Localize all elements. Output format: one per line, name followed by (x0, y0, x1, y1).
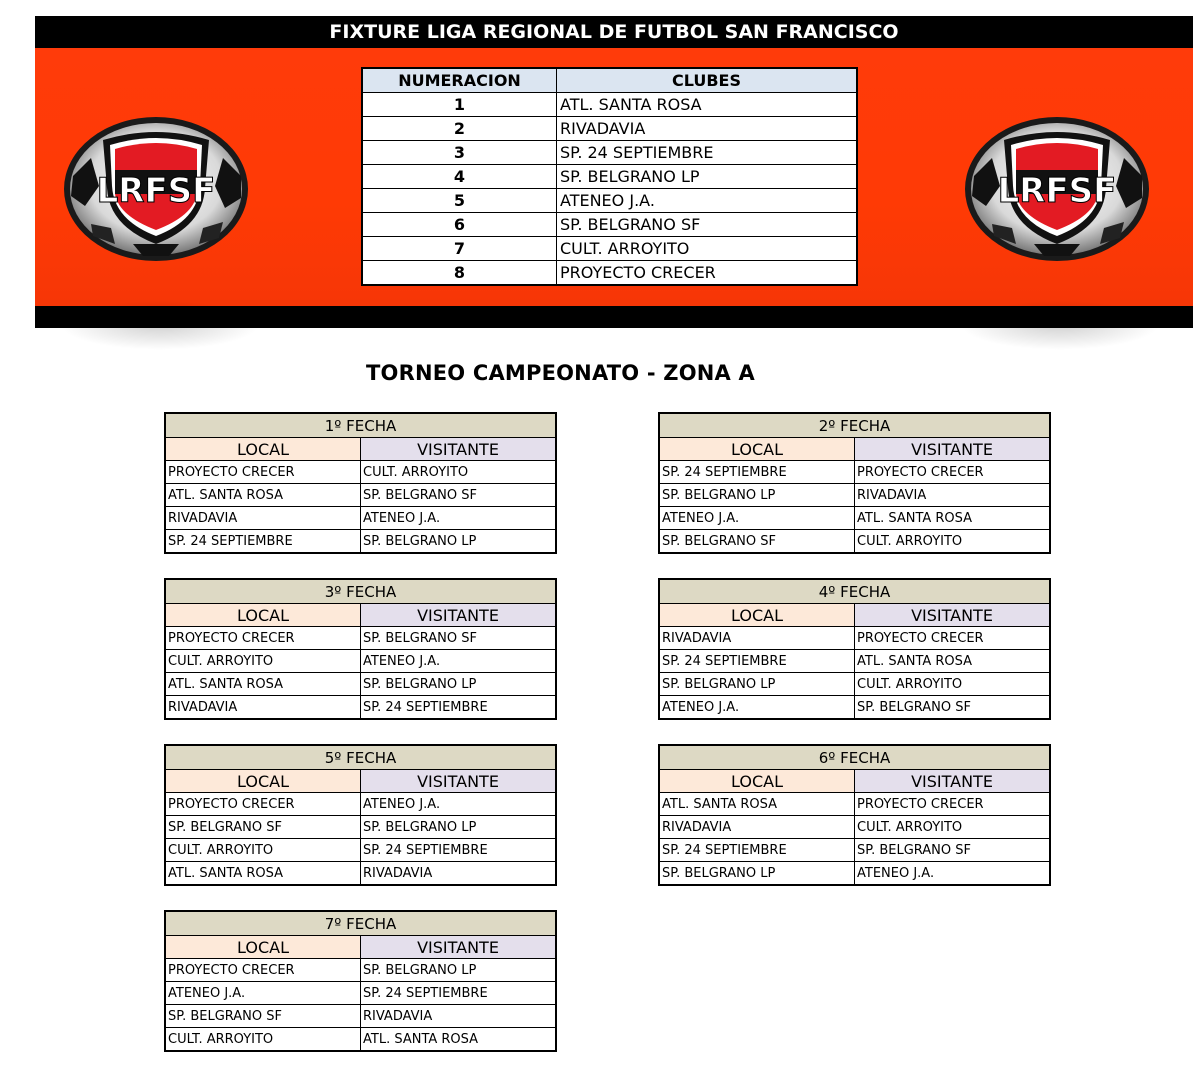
visitante-team: CULT. ARROYITO (855, 530, 1051, 554)
local-header: LOCAL (165, 604, 361, 627)
table-row (165, 627, 556, 650)
local-header: LOCAL (659, 604, 855, 627)
table-row (165, 650, 556, 673)
visitante-team: ATL. SANTA ROSA (855, 650, 1051, 673)
table-row (165, 484, 556, 507)
club-name: RIVADAVIA (557, 117, 858, 141)
local-header: LOCAL (659, 438, 855, 461)
club-number: 1 (362, 93, 557, 117)
local-header: LOCAL (165, 438, 361, 461)
fecha-table-5 (164, 744, 557, 886)
visitante-team: RIVADAVIA (361, 862, 557, 886)
visitante-header: VISITANTE (361, 604, 557, 627)
local-team: RIVADAVIA (165, 696, 361, 720)
local-team: CULT. ARROYITO (165, 839, 361, 862)
local-header: LOCAL (165, 936, 361, 959)
visitante-team: SP. 24 SEPTIEMBRE (361, 982, 557, 1005)
table-row (362, 117, 857, 141)
club-name: SP. BELGRANO LP (557, 165, 858, 189)
club-name: ATENEO J.A. (557, 189, 858, 213)
local-team: RIVADAVIA (659, 816, 855, 839)
local-team: ATL. SANTA ROSA (165, 862, 361, 886)
table-row (659, 650, 1050, 673)
logo-lettering: LRFSF (96, 171, 216, 211)
fecha-title: 3º FECHA (165, 579, 556, 604)
league-logo-right (964, 116, 1150, 262)
table-row (362, 237, 857, 261)
clubs-header-numeracion: NUMERACION (362, 68, 557, 93)
table-row (165, 816, 556, 839)
header-banner (35, 16, 1193, 328)
local-team: CULT. ARROYITO (165, 650, 361, 673)
table-row (165, 696, 556, 720)
visitante-team: SP. BELGRANO LP (361, 816, 557, 839)
local-team: SP. BELGRANO LP (659, 673, 855, 696)
club-number: 5 (362, 189, 557, 213)
local-team: SP. BELGRANO SF (165, 816, 361, 839)
visitante-header: VISITANTE (361, 438, 557, 461)
visitante-team: SP. BELGRANO LP (361, 530, 557, 554)
local-team: SP. BELGRANO SF (165, 1005, 361, 1028)
table-row (659, 839, 1050, 862)
club-name: SP. BELGRANO SF (557, 213, 858, 237)
visitante-team: SP. BELGRANO SF (855, 696, 1051, 720)
local-header: LOCAL (659, 770, 855, 793)
table-row (659, 673, 1050, 696)
visitante-team: ATENEO J.A. (361, 507, 557, 530)
visitante-team: CULT. ARROYITO (855, 673, 1051, 696)
visitante-team: CULT. ARROYITO (361, 461, 557, 484)
table-row (659, 862, 1050, 886)
clubs-header-row (362, 68, 857, 93)
visitante-team: SP. BELGRANO LP (361, 673, 557, 696)
club-number: 4 (362, 165, 557, 189)
local-team: SP. 24 SEPTIEMBRE (659, 461, 855, 484)
visitante-team: PROYECTO CRECER (855, 461, 1051, 484)
table-row (659, 627, 1050, 650)
banner-title: FIXTURE LIGA REGIONAL DE FUTBOL SAN FRANCISCO (35, 16, 1193, 48)
local-team: SP. 24 SEPTIEMBRE (659, 650, 855, 673)
visitante-team: ATL. SANTA ROSA (855, 507, 1051, 530)
table-row (659, 484, 1050, 507)
club-number: 6 (362, 213, 557, 237)
visitante-team: PROYECTO CRECER (855, 627, 1051, 650)
banner-shadow-left (60, 300, 260, 350)
table-row (165, 507, 556, 530)
local-header: LOCAL (165, 770, 361, 793)
table-row (659, 793, 1050, 816)
fecha-title: 5º FECHA (165, 745, 556, 770)
fecha-table-6 (658, 744, 1051, 886)
local-team: SP. 24 SEPTIEMBRE (659, 839, 855, 862)
club-name: SP. 24 SEPTIEMBRE (557, 141, 858, 165)
local-team: CULT. ARROYITO (165, 1028, 361, 1052)
local-team: PROYECTO CRECER (165, 959, 361, 982)
visitante-team: PROYECTO CRECER (855, 793, 1051, 816)
banner-shadow-right (960, 300, 1160, 350)
local-team: ATENEO J.A. (659, 507, 855, 530)
fecha-table-7 (164, 910, 557, 1052)
fecha-title: 4º FECHA (659, 579, 1050, 604)
table-row (659, 816, 1050, 839)
local-team: SP. 24 SEPTIEMBRE (165, 530, 361, 554)
visitante-team: SP. BELGRANO SF (361, 484, 557, 507)
club-name: PROYECTO CRECER (557, 261, 858, 286)
fecha-table-1 (164, 412, 557, 554)
visitante-header: VISITANTE (855, 604, 1051, 627)
visitante-team: SP. 24 SEPTIEMBRE (361, 696, 557, 720)
club-name: ATL. SANTA ROSA (557, 93, 858, 117)
fecha-table-4 (658, 578, 1051, 720)
logo-lettering: LRFSF (997, 171, 1117, 211)
visitante-header: VISITANTE (855, 770, 1051, 793)
table-row (659, 507, 1050, 530)
table-row (659, 696, 1050, 720)
table-row (362, 141, 857, 165)
visitante-team: SP. BELGRANO SF (361, 627, 557, 650)
local-team: SP. BELGRANO LP (659, 862, 855, 886)
club-number: 7 (362, 237, 557, 261)
local-team: ATENEO J.A. (659, 696, 855, 720)
fecha-table-2 (658, 412, 1051, 554)
visitante-team: RIVADAVIA (361, 1005, 557, 1028)
fecha-title: 2º FECHA (659, 413, 1050, 438)
local-team: SP. BELGRANO SF (659, 530, 855, 554)
table-row (165, 461, 556, 484)
local-team: ATENEO J.A. (165, 982, 361, 1005)
fecha-title: 7º FECHA (165, 911, 556, 936)
local-team: RIVADAVIA (659, 627, 855, 650)
local-team: PROYECTO CRECER (165, 461, 361, 484)
local-team: ATL. SANTA ROSA (165, 673, 361, 696)
table-row (659, 461, 1050, 484)
visitante-team: CULT. ARROYITO (855, 816, 1051, 839)
clubs-table (361, 67, 858, 286)
table-row (362, 213, 857, 237)
club-name: CULT. ARROYITO (557, 237, 858, 261)
fecha-title: 1º FECHA (165, 413, 556, 438)
table-row (165, 793, 556, 816)
table-row (165, 959, 556, 982)
table-row (165, 1028, 556, 1052)
table-row (165, 673, 556, 696)
visitante-team: ATL. SANTA ROSA (361, 1028, 557, 1052)
table-row (362, 165, 857, 189)
local-team: PROYECTO CRECER (165, 793, 361, 816)
clubs-header-clubes: CLUBES (557, 68, 858, 93)
visitante-team: SP. BELGRANO SF (855, 839, 1051, 862)
fecha-table-3 (164, 578, 557, 720)
visitante-team: ATENEO J.A. (855, 862, 1051, 886)
club-number: 8 (362, 261, 557, 286)
table-row (362, 93, 857, 117)
league-logo-left (63, 116, 249, 262)
visitante-team: SP. BELGRANO LP (361, 959, 557, 982)
table-row (165, 1005, 556, 1028)
table-row (362, 261, 857, 286)
visitante-team: RIVADAVIA (855, 484, 1051, 507)
visitante-header: VISITANTE (855, 438, 1051, 461)
local-team: RIVADAVIA (165, 507, 361, 530)
visitante-header: VISITANTE (361, 770, 557, 793)
table-row (165, 530, 556, 554)
table-row (165, 982, 556, 1005)
local-team: SP. BELGRANO LP (659, 484, 855, 507)
table-row (165, 839, 556, 862)
visitante-team: ATENEO J.A. (361, 793, 557, 816)
table-row (362, 189, 857, 213)
table-row (659, 530, 1050, 554)
local-team: PROYECTO CRECER (165, 627, 361, 650)
visitante-header: VISITANTE (361, 936, 557, 959)
club-number: 2 (362, 117, 557, 141)
visitante-team: ATENEO J.A. (361, 650, 557, 673)
club-number: 3 (362, 141, 557, 165)
fecha-title: 6º FECHA (659, 745, 1050, 770)
section-title: TORNEO CAMPEONATO - ZONA A (366, 361, 755, 385)
local-team: ATL. SANTA ROSA (165, 484, 361, 507)
table-row (165, 862, 556, 886)
local-team: ATL. SANTA ROSA (659, 793, 855, 816)
visitante-team: SP. 24 SEPTIEMBRE (361, 839, 557, 862)
